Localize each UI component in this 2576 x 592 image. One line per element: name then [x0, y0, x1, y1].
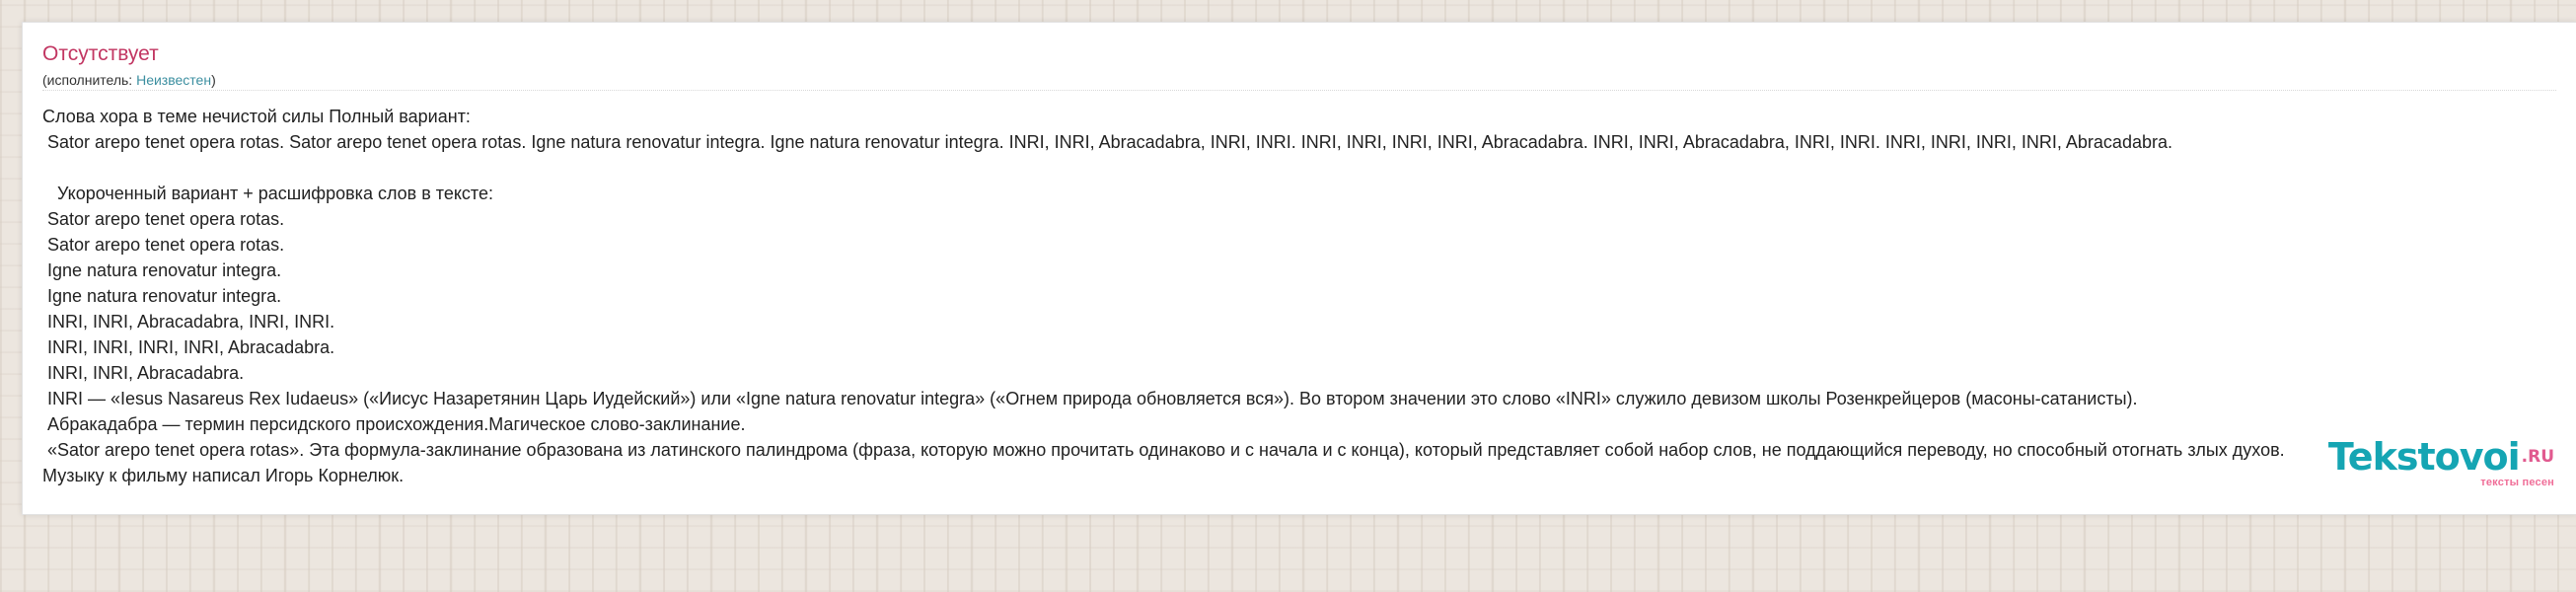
- lyrics-panel: [22, 22, 2576, 515]
- title-divider: [42, 90, 2556, 91]
- site-logo-tld: .RU: [2521, 447, 2554, 467]
- performer-line: [42, 72, 216, 88]
- site-logo-tagline: тексты песен: [2480, 477, 2554, 488]
- site-logo[interactable]: [2327, 435, 2554, 488]
- performer-prefix: (исполнитель:: [42, 72, 137, 88]
- performer-link[interactable]: Неизвестен: [136, 72, 212, 88]
- lyrics-text: Слова хора в теме нечистой силы Полный вариант: Sator arepo tenet opera rotas. Sator arepo tenet opera rotas. Igne natura renovatur integra. Igne natura renovatur integra. INRI, INRI, Abracadabra, INRI, INRI. INRI, INRI, INRI, INRI, Abracadabra. INRI, INRI, Abracadabra, INRI, INRI. INRI, INRI, INRI, INRI, Abracadabra. Укороченный вариант + расшифровка слов в тексте: Sator arepo tenet opera rotas. Sator arepo tenet opera rotas. Igne natura renovatur integra. Igne natura renovatur integra. INRI, INRI, Abracadabra, INRI, INRI. INRI, INRI, INRI, INRI, Abracadabra. INRI, INRI, Abracadabra. INRI — «Iesus Nasareus Rex Iudaeus» («Иисус Назаретянин Царь Иудейский») или «Igne natura renovatur integra» («Огнем природа обновляется вся»). Во втором значении это слово «INRI» служило девизом школы Розенкрейцеров (масоны-сатанисты). Абракадабра — термин персидского происхождения.Магическое слово-заклинание. «Sator arepo tenet opera rotas». Эта формула-заклинание образована из латинского палиндрома (фраза, которую можно прочитать одинаково и с начала и с конца), который представляет собой набор слов, не поддающийся переводу, но способный отогнать злых духов. Музыку к фильму написал Игорь Корнелюк.: [42, 107, 2285, 485]
- site-logo-name: Tekstovoi: [2327, 435, 2520, 479]
- performer-suffix: ): [211, 72, 216, 88]
- song-title: Отсутствует: [42, 42, 159, 65]
